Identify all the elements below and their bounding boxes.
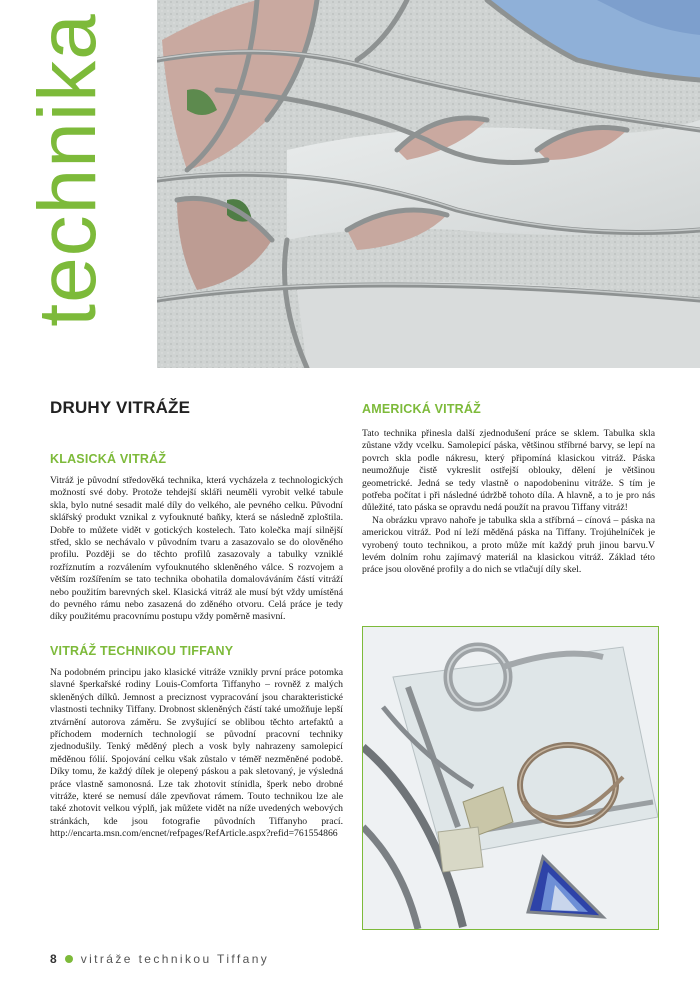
right-column [362, 402, 655, 577]
hero-stained-glass-image [157, 0, 700, 368]
bullet-dot-icon [65, 955, 73, 963]
page-number: 8 [50, 952, 57, 966]
page-footer [50, 952, 269, 966]
section-heading-tiffany: VITRÁŽ TECHNIKOU TIFFANY [50, 643, 234, 658]
main-heading: DRUHY VITRÁŽE [50, 398, 191, 417]
paragraph-americka-1: Tato technika přinesla další zjednodušení práce se sklem. Tabulka skla zůstane vždy vcelku. Samolepicí páska, většinou stříbrné barvy, se lepí na povrch skla podle nákresu, který připomíná klasickou vitráž. Páska neumožňuje čistě vykreslit ostřejší oblouky, dělení je většinou geometrické. Jedná se tedy vlastně o napodobeninu vitráže. S tím je potřeba počítat i při následné údržbě tohoto díla. A hlavně, a to je pro nás důležité, tato páska se opravdu nedá použít na pravou Tiffany vitráž! [362, 428, 655, 514]
section-heading-americka: AMERICKÁ VITRÁŽ [362, 402, 481, 416]
footer-text: vitráže technikou Tiffany [80, 952, 270, 966]
side-title-text: technika [22, 13, 113, 327]
section-heading-klasicka: KLASICKÁ VITRÁŽ [50, 452, 167, 466]
left-column [50, 398, 343, 841]
paragraph-americka-2: Na obrázku vpravo nahoře je tabulka skla a stříbrná – cínová – páska na americkou vitráž. Pod ní leží měděná páska na Tiffany. Trojúhelníček je vyrobený touto technikou, a proto může mít každý pruh jinou barvu.V levém dolním rohu zajímavý materiál na klasickou vitráž. Základ této práce jsou olověné profily a do nich se vtlačují díly skel. [362, 514, 655, 576]
paragraph-klasicka: Vitráž je původní středověká technika, která vycházela z technologických možností své doby. Protože tehdejší skláři neuměli vyrobit velké tabule skla, bylo nutné sesadit malé díly do velkého, ale pevného celku. Původní sklářský produkt vznikal z vyfouknuté baňky, která se následně zploštila. Dobře to můžete vidět v gotických kostelech. Tato kolečka mají silnější střed, sklo se nechávalo v původním tvaru a zasazovalo se do olověného profilu. Později se do těchto profilů zasazovaly a tabulky vzniklé rozříznutím a rozválením vyfouknutého skleněného válce. S rozvojem a větším rozšířením se tato technika obohatila domalováváním částí vitráží nebo použitím barevných skel. Klasická vitráž ale musí být vždy umístěná do pevného rámu nebo zasazená do zděného otvoru. Celá práce je tedy díky použitému pracovnímu postupu vždy poměrně masivní. [50, 475, 343, 623]
materials-photo [362, 626, 659, 930]
paragraph-tiffany: Na podobném principu jako klasické vitráže vznikly první práce potomka slavné šperkařské rodiny Louis-Comforta Tiffanyho – rovněž z malých skleněných dílků. Jemnost a preciznost vypracování jsou charakteristické vlastnosti techniky Tiffany. Drobnost skleněných částí také umožňuje lepší ztvárnění autorova záměru. Se zvyšující se oblibou těchto artefaktů a příchodem moderních technologií se původní pracovní techniky zjednodušily. Tenký měděný plech a vosk byly nahrazeny samolepicí měděnou fólií. Spojování celku však zůstalo v téměř nezměněné podobě. Díky tomu, že každý dílek je olepený páskou a pak sletovaný, je výsledná práce vlastně samonosná. Lze tak zhotovit stínidla, šperk nebo drobné vitráže, které se nemusí dále zpevňovat rámem. Touto technikou lze ale také zhotovit velkou výplň, jak můžete vidět na níže uvedených webových stránkách, kde jsou fotografie původních Tiffanyho prací. http://encarta.msn.com/encnet/refpages/RefArticle.aspx?refid=761554866 [50, 666, 343, 840]
side-title [18, 13, 118, 327]
materials-illustration [363, 627, 658, 929]
stained-glass-illustration [157, 0, 700, 368]
